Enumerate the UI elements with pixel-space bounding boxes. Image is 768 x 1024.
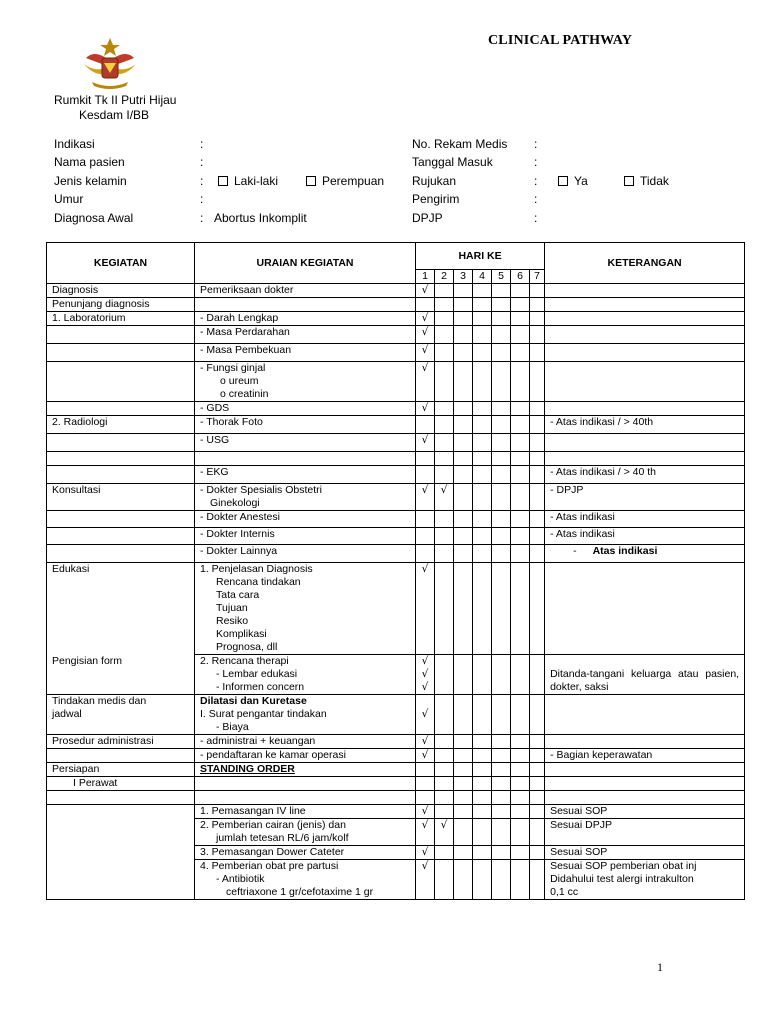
table-row	[47, 791, 745, 805]
uraian-cell: STANDING ORDER	[195, 763, 416, 777]
table-row	[47, 326, 745, 344]
colon: :	[534, 211, 538, 225]
uraian-cell: - Dokter Anestesi	[195, 511, 416, 528]
kegiatan-cell: I Perawat	[47, 777, 195, 791]
table-row	[47, 695, 745, 735]
checkbox-icon[interactable]	[624, 176, 634, 186]
uraian-cell: 3. Pemasangan Dower Cateter	[195, 846, 416, 860]
gender-option-female[interactable]: Perempuan	[306, 174, 384, 188]
check-mark: √	[416, 860, 435, 900]
table-row	[47, 511, 745, 528]
kegiatan-cell: Konsultasi	[47, 484, 195, 511]
col-header-uraian: URAIAN KEGIATAN	[195, 243, 416, 284]
col-header-hari-ke: HARI KE	[416, 243, 545, 270]
check-mark: √	[416, 284, 435, 298]
uraian-cell: 4. Pemberian obat pre partusi - Antibiotik ceftriaxone 1 gr/cefotaxime 1 gr	[195, 860, 416, 900]
day-header: 4	[473, 270, 492, 284]
uraian-cell: - USG	[195, 434, 416, 452]
col-header-keterangan: KETERANGAN	[545, 243, 745, 284]
field-label-dpjp: DPJP	[412, 211, 443, 225]
table-row	[47, 655, 745, 695]
table-row	[47, 805, 745, 819]
gender-option-male[interactable]: Laki-laki	[218, 174, 278, 188]
keterangan-cell: - Atas indikasi	[545, 511, 745, 528]
uraian-cell: - Dokter Lainnya	[195, 545, 416, 563]
day-header: 7	[530, 270, 545, 284]
colon: :	[200, 137, 204, 151]
field-label-jenis-kelamin: Jenis kelamin	[54, 174, 127, 188]
check-mark: √	[416, 484, 435, 511]
check-mark: √	[416, 695, 435, 735]
table-row	[47, 452, 745, 466]
table-row	[47, 545, 745, 563]
day-header: 2	[435, 270, 454, 284]
check-mark: √	[416, 805, 435, 819]
keterangan-cell: - Atas indikasi	[545, 528, 745, 545]
colon: :	[200, 174, 204, 188]
table-row	[47, 846, 745, 860]
kegiatan-cell: Prosedur administrasi	[47, 735, 195, 749]
uraian-cell: Pemeriksaan dokter	[195, 284, 416, 298]
keterangan-cell: Sesuai SOP	[545, 805, 745, 819]
kegiatan-cell: 1. Laboratorium	[47, 312, 195, 326]
kegiatan-cell: Tindakan medis dan jadwal	[47, 695, 195, 735]
table-row	[47, 362, 745, 402]
field-label-pengirim: Pengirim	[412, 192, 460, 206]
table-row	[47, 819, 745, 846]
colon: :	[534, 192, 538, 206]
check-mark: √	[416, 735, 435, 749]
uraian-cell: - pendaftaran ke kamar operasi	[195, 749, 416, 763]
check-mark: √	[416, 846, 435, 860]
table-row	[47, 344, 745, 362]
colon: :	[534, 155, 538, 169]
uraian-cell: - administrai + keuangan	[195, 735, 416, 749]
check-mark: √	[416, 344, 435, 362]
check-mark: √	[416, 402, 435, 416]
field-label-nama-pasien: Nama pasien	[54, 155, 125, 169]
organization-name	[54, 93, 176, 123]
colon: :	[200, 155, 204, 169]
table-row	[47, 284, 745, 298]
table-row	[47, 434, 745, 452]
field-label-indikasi: Indikasi	[54, 137, 95, 151]
kesdam-emblem-icon	[80, 36, 140, 90]
uraian-cell: - GDS	[195, 402, 416, 416]
colon: :	[534, 174, 538, 188]
check-mark: √	[416, 749, 435, 763]
colon: :	[200, 211, 204, 225]
table-row	[47, 312, 745, 326]
table-row	[47, 860, 745, 900]
uraian-cell: - EKG	[195, 466, 416, 484]
keterangan-cell: - Atas indikasi / > 40th	[545, 416, 745, 434]
check-mark: √	[416, 312, 435, 326]
check-mark: √	[416, 434, 435, 452]
uraian-cell: - Fungsi ginjal o ureum o creatinin	[195, 362, 416, 402]
check-mark: √	[416, 819, 435, 846]
table-row	[47, 402, 745, 416]
table-row	[47, 563, 745, 655]
uraian-cell: - Dokter Internis	[195, 528, 416, 545]
table-header-row	[47, 243, 745, 270]
field-value-diagnosa-awal: Abortus Inkomplit	[214, 211, 307, 225]
keterangan-cell: - Bagian keperawatan	[545, 749, 745, 763]
table-row	[47, 763, 745, 777]
table-row	[47, 416, 745, 434]
page-number: 1	[657, 960, 663, 974]
check-mark: √	[416, 563, 435, 655]
day-header: 1	[416, 270, 435, 284]
check-mark: √	[416, 326, 435, 344]
colon: :	[200, 192, 204, 206]
field-label-umur: Umur	[54, 192, 84, 206]
uraian-cell: 1. Penjelasan Diagnosis Rencana tindakan Tata cara Tujuan Resiko Komplikasi Prognosa, dll	[195, 563, 416, 655]
keterangan-cell: Sesuai DPJP	[545, 819, 745, 846]
kegiatan-cell: Persiapan	[47, 763, 195, 777]
org-line-2: Kesdam I/BB	[79, 108, 150, 122]
check-mark-group: √ √ √	[416, 655, 435, 695]
colon: :	[534, 137, 538, 151]
field-label-tanggal-masuk: Tanggal Masuk	[412, 155, 493, 169]
table-row	[47, 735, 745, 749]
field-label-diagnosa-awal: Diagnosa Awal	[54, 211, 134, 225]
uraian-cell: - Masa Perdarahan	[195, 326, 416, 344]
document-title: CLINICAL PATHWAY	[488, 33, 633, 48]
table-row	[47, 777, 745, 791]
rujukan-option-ya[interactable]: Ya	[558, 174, 588, 188]
keterangan-cell: - Atas indikasi	[545, 545, 745, 563]
rujukan-option-tidak[interactable]: Tidak	[624, 174, 669, 188]
uraian-cell: 2. Pemberian cairan (jenis) dan jumlah tetesan RL/6 jam/kolf	[195, 819, 416, 846]
keterangan-cell: Sesuai SOP pemberian obat inj Didahului test alergi intrakulton 0,1 cc	[545, 860, 745, 900]
table-row	[47, 466, 745, 484]
col-header-kegiatan: KEGIATAN	[47, 243, 195, 284]
table-row	[47, 528, 745, 545]
check-mark: √	[435, 819, 454, 846]
uraian-cell: 1. Pemasangan IV line	[195, 805, 416, 819]
table-row	[47, 749, 745, 763]
field-label-rujukan: Rujukan	[412, 174, 457, 188]
table-row	[47, 298, 745, 312]
uraian-cell: - Darah Lengkap	[195, 312, 416, 326]
kegiatan-cell: Edukasi	[47, 563, 195, 655]
checkbox-icon[interactable]	[306, 176, 316, 186]
keterangan-cell: - Atas indikasi / > 40 th	[545, 466, 745, 484]
keterangan-cell: Ditanda-tangani keluarga atau pasien, dokter, saksi	[545, 655, 745, 695]
uraian-cell: 2. Rencana therapi - Lembar edukasi - Informen concern	[195, 655, 416, 695]
field-label-no-rekam-medis: No. Rekam Medis	[412, 137, 508, 151]
keterangan-cell: Sesuai SOP	[545, 846, 745, 860]
checkbox-icon[interactable]	[218, 176, 228, 186]
checkbox-icon[interactable]	[558, 176, 568, 186]
day-header: 5	[492, 270, 511, 284]
kegiatan-cell: Penunjang diagnosis	[47, 298, 195, 312]
org-line-1: Rumkit Tk II Putri Hijau	[54, 93, 177, 107]
table-row	[47, 484, 745, 511]
day-header: 6	[511, 270, 530, 284]
keterangan-cell: - DPJP	[545, 484, 745, 511]
uraian-cell: - Masa Pembekuan	[195, 344, 416, 362]
clinical-pathway-table	[46, 242, 745, 900]
uraian-cell: - Dokter Spesialis Obstetri Ginekologi	[195, 484, 416, 511]
check-mark: √	[416, 362, 435, 402]
kegiatan-cell: Pengisian form	[47, 655, 195, 695]
check-mark: √	[435, 484, 454, 511]
day-header: 3	[454, 270, 473, 284]
kegiatan-cell: 2. Radiologi	[47, 416, 195, 434]
uraian-cell: - Thorak Foto	[195, 416, 416, 434]
kegiatan-cell: Diagnosis	[47, 284, 195, 298]
uraian-cell: Dilatasi dan Kuretase I. Surat pengantar tindakan - Biaya	[195, 695, 416, 735]
